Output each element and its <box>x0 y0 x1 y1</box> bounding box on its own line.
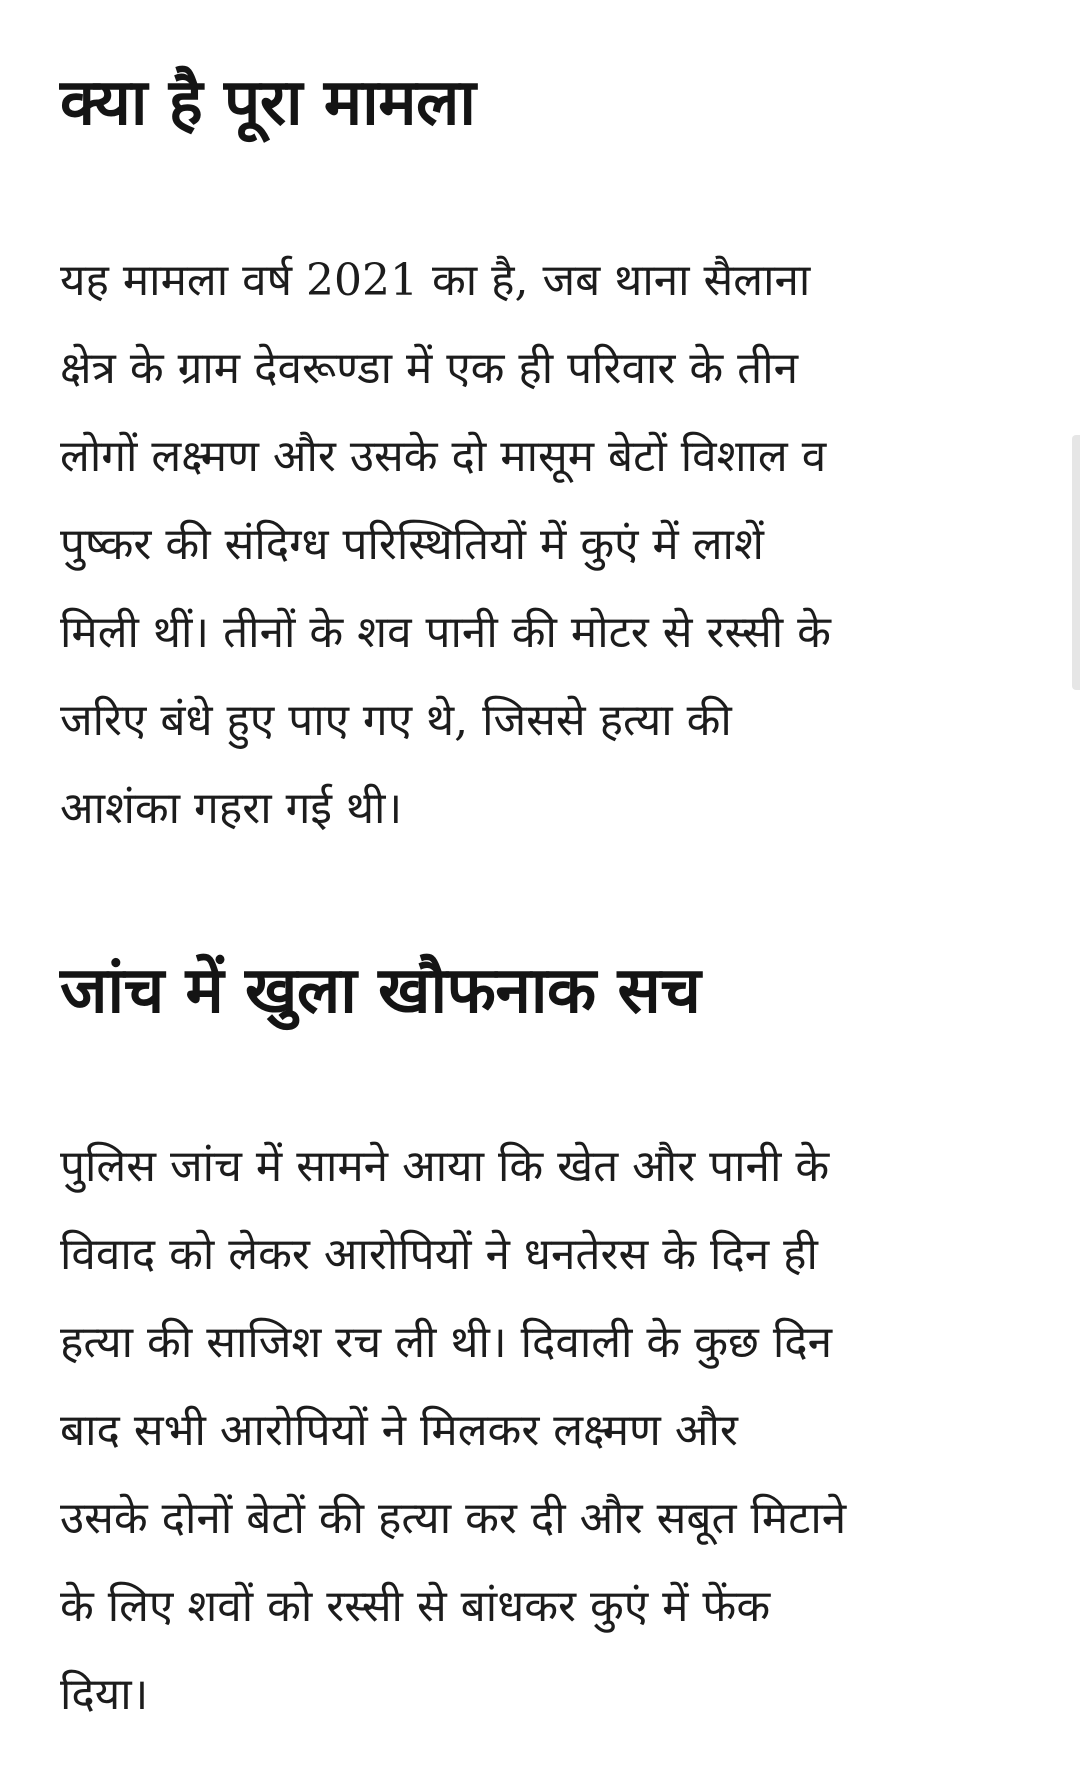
paragraph-line: के लिए शवों को रस्सी से बांधकर कुएं में फेंक <box>60 1581 771 1632</box>
section-paragraph-case-details <box>60 237 831 853</box>
paragraph-line: हत्या की साजिश रच ली थी। दिवाली के कुछ दिन <box>60 1317 833 1368</box>
paragraph-line: लोगों लक्ष्मण और उसके दो मासूम बेटों विशाल व <box>60 431 827 482</box>
paragraph-line: आशंका गहरा गई थी। <box>60 783 403 834</box>
paragraph-line: दिया। <box>60 1669 149 1720</box>
paragraph-line: उसके दोनों बेटों की हत्या कर दी और सबूत मिटाने <box>60 1493 847 1544</box>
section-heading-investigation: जांच में खुला खौफनाक सच <box>60 953 701 1028</box>
paragraph-line: क्षेत्र के ग्राम देवरूण्डा में एक ही परिवार के तीन <box>60 343 799 394</box>
paragraph-line: पुष्कर की संदिग्ध परिस्थितियों में कुएं में लाशें <box>60 519 764 570</box>
paragraph-line: यह मामला वर्ष 2021 का है, जब थाना सैलाना <box>60 255 811 306</box>
section-paragraph-investigation <box>60 1123 846 1739</box>
paragraph-line: जरिए बंधे हुए पाए गए थे, जिससे हत्या की <box>60 695 732 746</box>
paragraph-line: विवाद को लेकर आरोपियों ने धनतेरस के दिन ही <box>60 1229 818 1280</box>
paragraph-line: पुलिस जांच में सामने आया कि खेत और पानी के <box>60 1141 830 1192</box>
paragraph-line: मिली थीं। तीनों के शव पानी की मोटर से रस्सी के <box>60 607 831 658</box>
paragraph-line: बाद सभी आरोपियों ने मिलकर लक्ष्मण और <box>60 1405 738 1456</box>
scrollbar-thumb[interactable] <box>1072 435 1080 690</box>
section-heading-case-details: क्या है पूरा मामला <box>60 65 476 140</box>
